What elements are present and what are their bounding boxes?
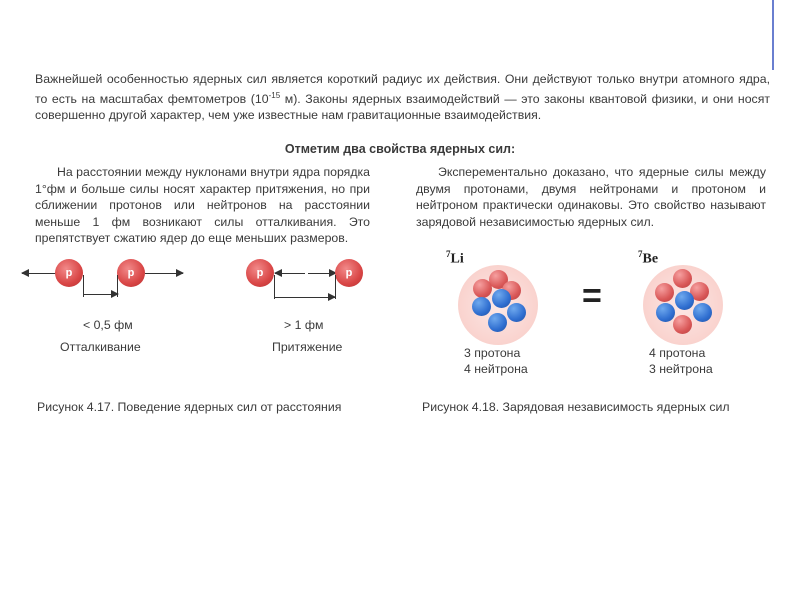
beryllium-protons: 4 протона (649, 346, 706, 360)
intro-paragraph: Важнейшей особенностью ядерных сил является короткий радиус их действия. Они действуют только внутри атомного ядра, то есть на масштабах фемтометров ($10^{-15}$ м). Законы ядерных взаимодействий — это законы квантовой физики, и они носят совершенно другой характер, чем уже известные нам гравитационные взаимодействия. (35, 72, 770, 123)
neutron-ball (656, 303, 675, 322)
distance-arrow (274, 297, 335, 298)
neutron-ball (507, 303, 526, 322)
lithium-protons: 3 протона (464, 346, 521, 360)
lithium-symbol: $^7$Li (446, 249, 464, 267)
neutron-ball (492, 289, 511, 308)
proton-2: p (117, 259, 145, 287)
figure-4-18-caption: Рисунок 4.18. Зарядовая независимость ядерных сил (422, 400, 730, 414)
proton-ball (655, 283, 674, 302)
beryllium-neutrons: 3 нейтрона (649, 362, 713, 376)
distance-arrow (83, 294, 118, 295)
neutron-ball (488, 313, 507, 332)
right-paragraph: Эксперементально доказано, что ядерные силы между двумя протонами, двумя нейтронами и протоном и нейтроном практически одинаковы. Это свойство называют зарядовой независимостью ядерных сил. (416, 165, 766, 229)
proton-ball (673, 269, 692, 288)
beryllium-nucleus (643, 265, 723, 345)
arrow-inward-left (275, 273, 305, 274)
neutron-ball (675, 291, 694, 310)
attraction-label: Притяжение (272, 340, 343, 354)
section-heading: Отметим два свойства ядерных сил: (284, 142, 516, 156)
arrow-inward-right (308, 273, 336, 274)
lithium-nucleus (458, 265, 538, 345)
equals-sign: = (582, 277, 602, 315)
proton-3: p (246, 259, 274, 287)
page-edge-line (772, 0, 774, 70)
left-paragraph: На расстоянии между нуклонами внутри ядра порядка 1°фм и больше силы носят характер притяжения, но при сближении протонов или нейтронов на расстоянии меньше 1 фм возникают силы отталкивания. Это препятствует сжатию ядер до еще меньших размеров. (35, 165, 370, 245)
repulsion-distance: < 0,5 фм (83, 318, 133, 332)
proton-4: p (335, 259, 363, 287)
attraction-distance: > 1 фм (284, 318, 324, 332)
beryllium-symbol: $^7$Be (638, 249, 659, 267)
neutron-ball (693, 303, 712, 322)
proton-ball (673, 315, 692, 334)
repulsion-label: Отталкивание (60, 340, 141, 354)
distance-tick (274, 275, 275, 299)
lithium-neutrons: 4 нейтрона (464, 362, 528, 376)
figure-4-17-caption: Рисунок 4.17. Поведение ядерных сил от расстояния (37, 400, 342, 414)
proton-1: p (55, 259, 83, 287)
intro-exponent: -15 (268, 90, 281, 100)
arrow-left (22, 273, 56, 274)
neutron-ball (472, 297, 491, 316)
arrow-right (145, 273, 183, 274)
proton-ball (473, 279, 492, 298)
